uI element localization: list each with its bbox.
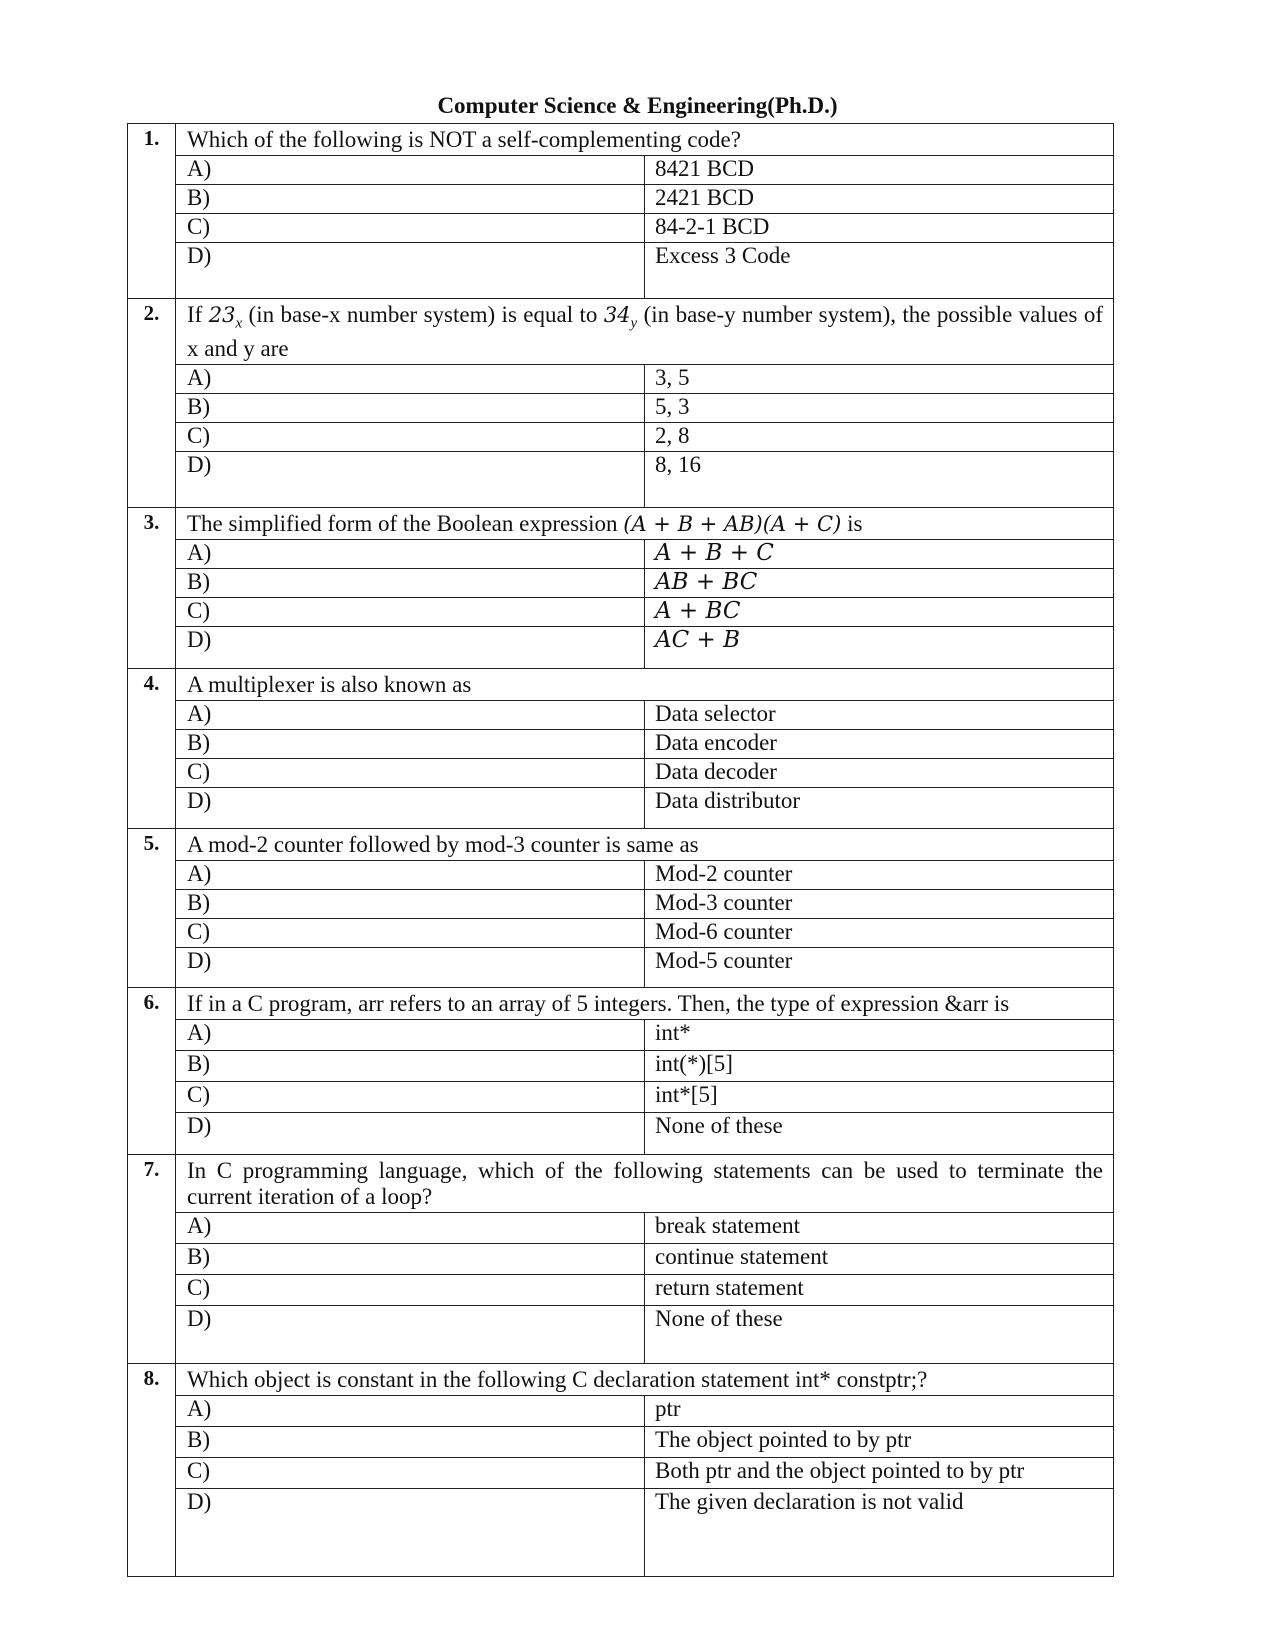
option-text: Both ptr and the object pointed to by ptr bbox=[645, 1458, 1114, 1489]
question-stem: If in a C program, arr refers to an array of 5 integers. Then, the type of expression &arr is bbox=[187, 991, 1010, 1017]
option-text: int(*)[5] bbox=[645, 1051, 1114, 1082]
question-stem: Which of the following is NOT a self-complementing code? bbox=[187, 127, 741, 152]
option-text: Mod-3 counter bbox=[645, 889, 1114, 918]
question-row bbox=[128, 988, 1114, 1155]
question-number: 1. bbox=[128, 124, 176, 299]
option-text: None of these bbox=[645, 1113, 1114, 1154]
option-text: Data distributor bbox=[645, 788, 1114, 828]
option-letter: A) bbox=[176, 156, 645, 185]
question-number: 7. bbox=[128, 1154, 176, 1364]
option-letter: C) bbox=[176, 423, 645, 452]
option-text: A + B + C bbox=[645, 539, 1114, 568]
question-body bbox=[176, 988, 1114, 1155]
option-text: 84-2-1 BCD bbox=[645, 214, 1114, 243]
option-text: A + BC bbox=[645, 597, 1114, 626]
option-text: Data decoder bbox=[645, 759, 1114, 788]
option-text: Mod-5 counter bbox=[645, 947, 1114, 987]
question-row bbox=[128, 298, 1114, 507]
option-text: int*[5] bbox=[645, 1082, 1114, 1113]
question-row bbox=[128, 507, 1114, 669]
question-row bbox=[128, 828, 1114, 988]
option-letter: C) bbox=[176, 1082, 645, 1113]
question-stem: A mod-2 counter followed by mod-3 counter is same as bbox=[187, 831, 699, 857]
option-letter: D) bbox=[176, 947, 645, 987]
option-text: The given declaration is not valid bbox=[645, 1489, 1114, 1576]
option-text: None of these bbox=[645, 1305, 1114, 1363]
question-number: 2. bbox=[128, 298, 176, 507]
question-stem: If $23_x$ (in base-x number system) is equal to $34_y$ (in base-y number system), the possible values of x and y are bbox=[187, 301, 1104, 362]
question-body bbox=[176, 669, 1114, 829]
question-body bbox=[176, 298, 1114, 507]
question-body bbox=[176, 507, 1114, 669]
option-text: The object pointed to by ptr bbox=[645, 1427, 1114, 1458]
option-letter: C) bbox=[176, 1274, 645, 1305]
option-letter: B) bbox=[176, 185, 645, 214]
option-text: break statement bbox=[645, 1212, 1114, 1243]
option-letter: A) bbox=[176, 539, 645, 568]
option-letter: C) bbox=[176, 759, 645, 788]
question-body bbox=[176, 828, 1114, 988]
question-stem: Which object is constant in the following C declaration statement int* constptr;? bbox=[187, 1367, 928, 1393]
math-expression: 23 bbox=[208, 302, 236, 327]
option-text: 2, 8 bbox=[645, 423, 1114, 452]
option-letter: D) bbox=[176, 1113, 645, 1154]
option-letter: B) bbox=[176, 1427, 645, 1458]
option-letter: C) bbox=[176, 1458, 645, 1489]
question-row bbox=[128, 1364, 1114, 1577]
option-letter: D) bbox=[176, 243, 645, 298]
option-letter: C) bbox=[176, 918, 645, 947]
question-stem: A multiplexer is also known as bbox=[187, 672, 472, 698]
option-text: Data selector bbox=[645, 701, 1114, 730]
math-expression: (A + B + AB)(A + C) bbox=[623, 511, 842, 536]
option-text: Mod-2 counter bbox=[645, 860, 1114, 889]
question-body bbox=[176, 1364, 1114, 1577]
option-text: 8, 16 bbox=[645, 452, 1114, 507]
option-text: Data encoder bbox=[645, 730, 1114, 759]
question-number: 6. bbox=[128, 988, 176, 1155]
option-text: 8421 BCD bbox=[645, 156, 1114, 185]
question-number: 5. bbox=[128, 828, 176, 988]
option-text: AB + BC bbox=[645, 568, 1114, 597]
question-number: 3. bbox=[128, 507, 176, 669]
option-text: int* bbox=[645, 1020, 1114, 1051]
option-letter: B) bbox=[176, 889, 645, 918]
option-letter: A) bbox=[176, 1396, 645, 1427]
option-letter: B) bbox=[176, 568, 645, 597]
page-title: Computer Science & Engineering(Ph.D.) bbox=[437, 93, 838, 118]
option-letter: D) bbox=[176, 1305, 645, 1363]
question-number: 4. bbox=[128, 669, 176, 829]
question-body bbox=[176, 1154, 1114, 1364]
option-letter: B) bbox=[176, 730, 645, 759]
option-text: ptr bbox=[645, 1396, 1114, 1427]
option-text: Mod-6 counter bbox=[645, 918, 1114, 947]
option-letter: C) bbox=[176, 214, 645, 243]
option-letter: A) bbox=[176, 365, 645, 394]
option-letter: A) bbox=[176, 860, 645, 889]
option-letter: D) bbox=[176, 452, 645, 507]
math-expression: 34 bbox=[603, 302, 631, 327]
option-text: AC + B bbox=[645, 626, 1114, 668]
option-letter: A) bbox=[176, 1212, 645, 1243]
option-letter: D) bbox=[176, 1489, 645, 1576]
option-text: continue statement bbox=[645, 1243, 1114, 1274]
question-stem: The simplified form of the Boolean expression (A + B + AB)(A + C) is bbox=[187, 510, 863, 536]
question-row bbox=[128, 669, 1114, 829]
option-letter: A) bbox=[176, 701, 645, 730]
option-text: 3, 5 bbox=[645, 365, 1114, 394]
option-letter: B) bbox=[176, 1243, 645, 1274]
option-text: 5, 3 bbox=[645, 394, 1114, 423]
option-text: 2421 BCD bbox=[645, 185, 1114, 214]
option-text: return statement bbox=[645, 1274, 1114, 1305]
option-letter: B) bbox=[176, 1051, 645, 1082]
option-text: Excess 3 Code bbox=[645, 243, 1114, 298]
question-table bbox=[127, 123, 1114, 1577]
question-row bbox=[128, 124, 1114, 299]
option-letter: C) bbox=[176, 597, 645, 626]
question-stem: In C programming language, which of the following statements can be used to terminate the current iteration of a loop? bbox=[187, 1157, 1103, 1209]
option-letter: B) bbox=[176, 394, 645, 423]
question-body bbox=[176, 124, 1114, 299]
option-letter: D) bbox=[176, 626, 645, 668]
option-letter: D) bbox=[176, 788, 645, 828]
question-row bbox=[128, 1154, 1114, 1364]
question-number: 8. bbox=[128, 1364, 176, 1577]
option-letter: A) bbox=[176, 1020, 645, 1051]
